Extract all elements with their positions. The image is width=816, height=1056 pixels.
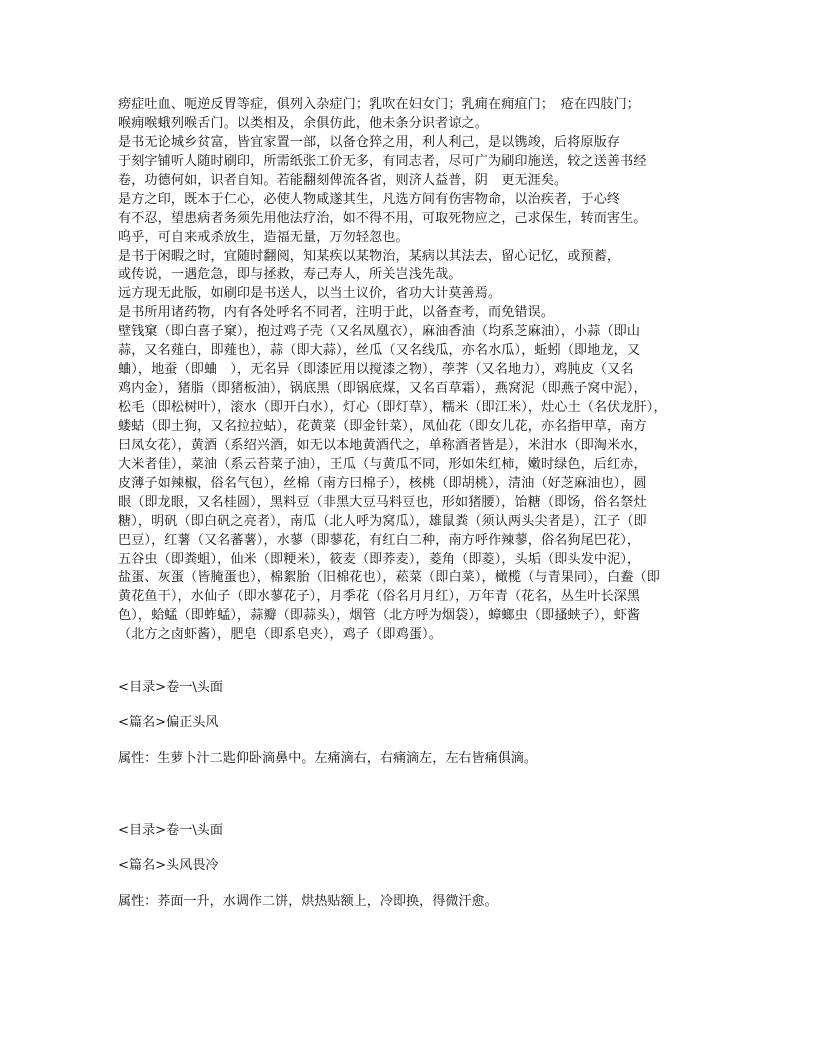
text-line: 喉痈喉蛾列喉舌门。以类相及，余俱仿此，他未条分识者谅之。 bbox=[118, 115, 488, 131]
text-line: 卷，功德何如，识者自知。若能翻刻俾流各省，则济人益普，阴 更无涯矣。 bbox=[118, 172, 568, 188]
glossary-line: 盐蛋、灰蛋（皆腌蛋也），棉絮胎（旧棉花也），菘菜（即白菜），橄榄（与青果同），白鲞（即 bbox=[118, 570, 660, 586]
glossary-line: 黄花鱼干），水仙子（即水蓼花子），月季花（俗名月月红），万年青（花名，丛生叶长深黑 bbox=[118, 589, 641, 605]
text-line: 有不忍，望患病者务须先用他法疗治，如不得不用，可取死物应之，己求保生，转而害生。 bbox=[118, 210, 647, 226]
glossary-line: 皮薄子如辣椒，俗名气包），丝棉（南方曰棉子），核桃（即胡桃），清油（好芝麻油也），圆 bbox=[118, 475, 647, 491]
text-line: 远方现无此版，如刷印是书送人，以当土议价，省功大计莫善焉。 bbox=[118, 286, 502, 302]
glossary-line: 蒜，又名薤白，即薤也），蒜（即大蒜），丝瓜（又名线瓜，亦名水瓜），蚯蚓（即地龙，又 bbox=[118, 343, 641, 359]
glossary-line: 糖），明矾（即白矾之亮者），南瓜（北人呼为窝瓜），雄鼠粪（须认两头尖者是），江子（即 bbox=[118, 513, 647, 529]
preface-notes bbox=[118, 96, 708, 645]
section-1-catalog: <目录>卷一\头面 bbox=[118, 680, 223, 695]
text-line: 或传说，一遇危急，即与拯救，寿己寿人，所关岂浅先哉。 bbox=[118, 267, 462, 283]
glossary-line: （北方之卤虾酱），肥皂（即系皂夹），鸡子（即鸡蛋）。 bbox=[118, 627, 442, 643]
glossary-line: 大米者佳），菜油（系云苔菜子油），王瓜（与黄瓜不同，形如朱红柿，嫩时绿色，后红赤， bbox=[118, 456, 647, 472]
glossary-line: 蛐），地蚕（即蛐 ），无名异（即漆匠用以搅漆之物），荸荠（又名地力），鸡肫皮（又名 bbox=[118, 362, 634, 378]
glossary-line: 五谷虫（即粪蛆），仙米（即粳米），筱麦（即荞麦），菱角（即菱），头垢（即头发中泥）， bbox=[118, 551, 641, 567]
glossary-line: 眼（即龙眼，又名桂圆），黑料豆（非黑大豆马料豆也，形如猪腰），饴糖（即饧，俗名祭灶 bbox=[118, 494, 647, 510]
glossary-line: 曰凤女花），黄酒（系绍兴酒，如无以本地黄酒代之，单称酒者皆是），米泔水（即淘米水， bbox=[118, 437, 647, 453]
glossary-line: 巴豆），红薯（又名蕃薯），水蓼（即蓼花，有红白二种，南方呼作辣蓼，俗名狗尾巴花）， bbox=[118, 532, 641, 548]
glossary-line: 色），蛤蜢（即蚱蜢），蒜瓣（即蒜头），烟管（北方呼为烟袋），蟑螂虫（即搔蛱子），虾酱 bbox=[118, 608, 641, 624]
section-1-remedy: 属性：生萝卜汁二匙仰卧滴鼻中。左痛滴右，右痛滴左，左右皆痛俱滴。 bbox=[118, 751, 537, 766]
text-line: 是书所用诸药物，内有各处呼名不同者，注明于此，以备查考，而免错误。 bbox=[118, 305, 555, 321]
section-1-title: <篇名>偏正头风 bbox=[118, 715, 219, 730]
text-line: 是方之印，既本于仁心，必使人物咸遂其生，凡选方间有伤害物命，以治疾者，于心终 bbox=[118, 191, 621, 207]
glossary-line: 蝼蛄（即土狗，又名拉拉蛄），花黄菜（即金针菜），凤仙花（即女儿花，亦名指甲草，南方 bbox=[118, 418, 647, 434]
section-2-remedy: 属性：荞面一升，水调作二饼，烘热贴额上，冷即换，得微汗愈。 bbox=[118, 894, 498, 909]
section-2-title: <篇名>头风畏冷 bbox=[118, 858, 219, 873]
glossary-line: 壁钱窠（即白喜子窠），抱过鸡子壳（又名凤凰衣），麻油香油（均系芝麻油），小蒜（即山 bbox=[118, 324, 641, 340]
text-line: 呜乎，可自来戒杀放生，造福无量，万勿轻忽也。 bbox=[118, 229, 409, 245]
text-line: 痨症吐血、呃逆反胃等症，俱列入杂症门；乳吹在妇女门；乳痈在痈疽门； 疮在四肢门； bbox=[118, 97, 640, 112]
text-line: 是书无论城乡贫富，皆宜家置一部，以备仓猝之用，利人利己，是以镌竣，后将原版存 bbox=[118, 134, 621, 150]
text-line: 于刻字铺听人随时刷印，所需纸张工价无多，有同志者，尽可广为刷印施送，较之送善书经 bbox=[118, 153, 647, 169]
glossary-line: 松毛（即松树叶），滚水（即开白水），灯心（即灯草），糯米（即江米），灶心土（名伏龙肝）， bbox=[118, 400, 667, 415]
text-line: 是书于闲暇之时，宜随时翻阅，知某疾以某物治，某病以其法去，留心记忆，或预蓄， bbox=[118, 248, 621, 264]
glossary-line: 鸡内金），猪脂（即猪板油），锅底黑（即锅底煤，又名百草霜），燕窝泥（即燕子窝中泥）， bbox=[118, 381, 647, 397]
section-2-catalog: <目录>卷一\头面 bbox=[118, 823, 223, 838]
